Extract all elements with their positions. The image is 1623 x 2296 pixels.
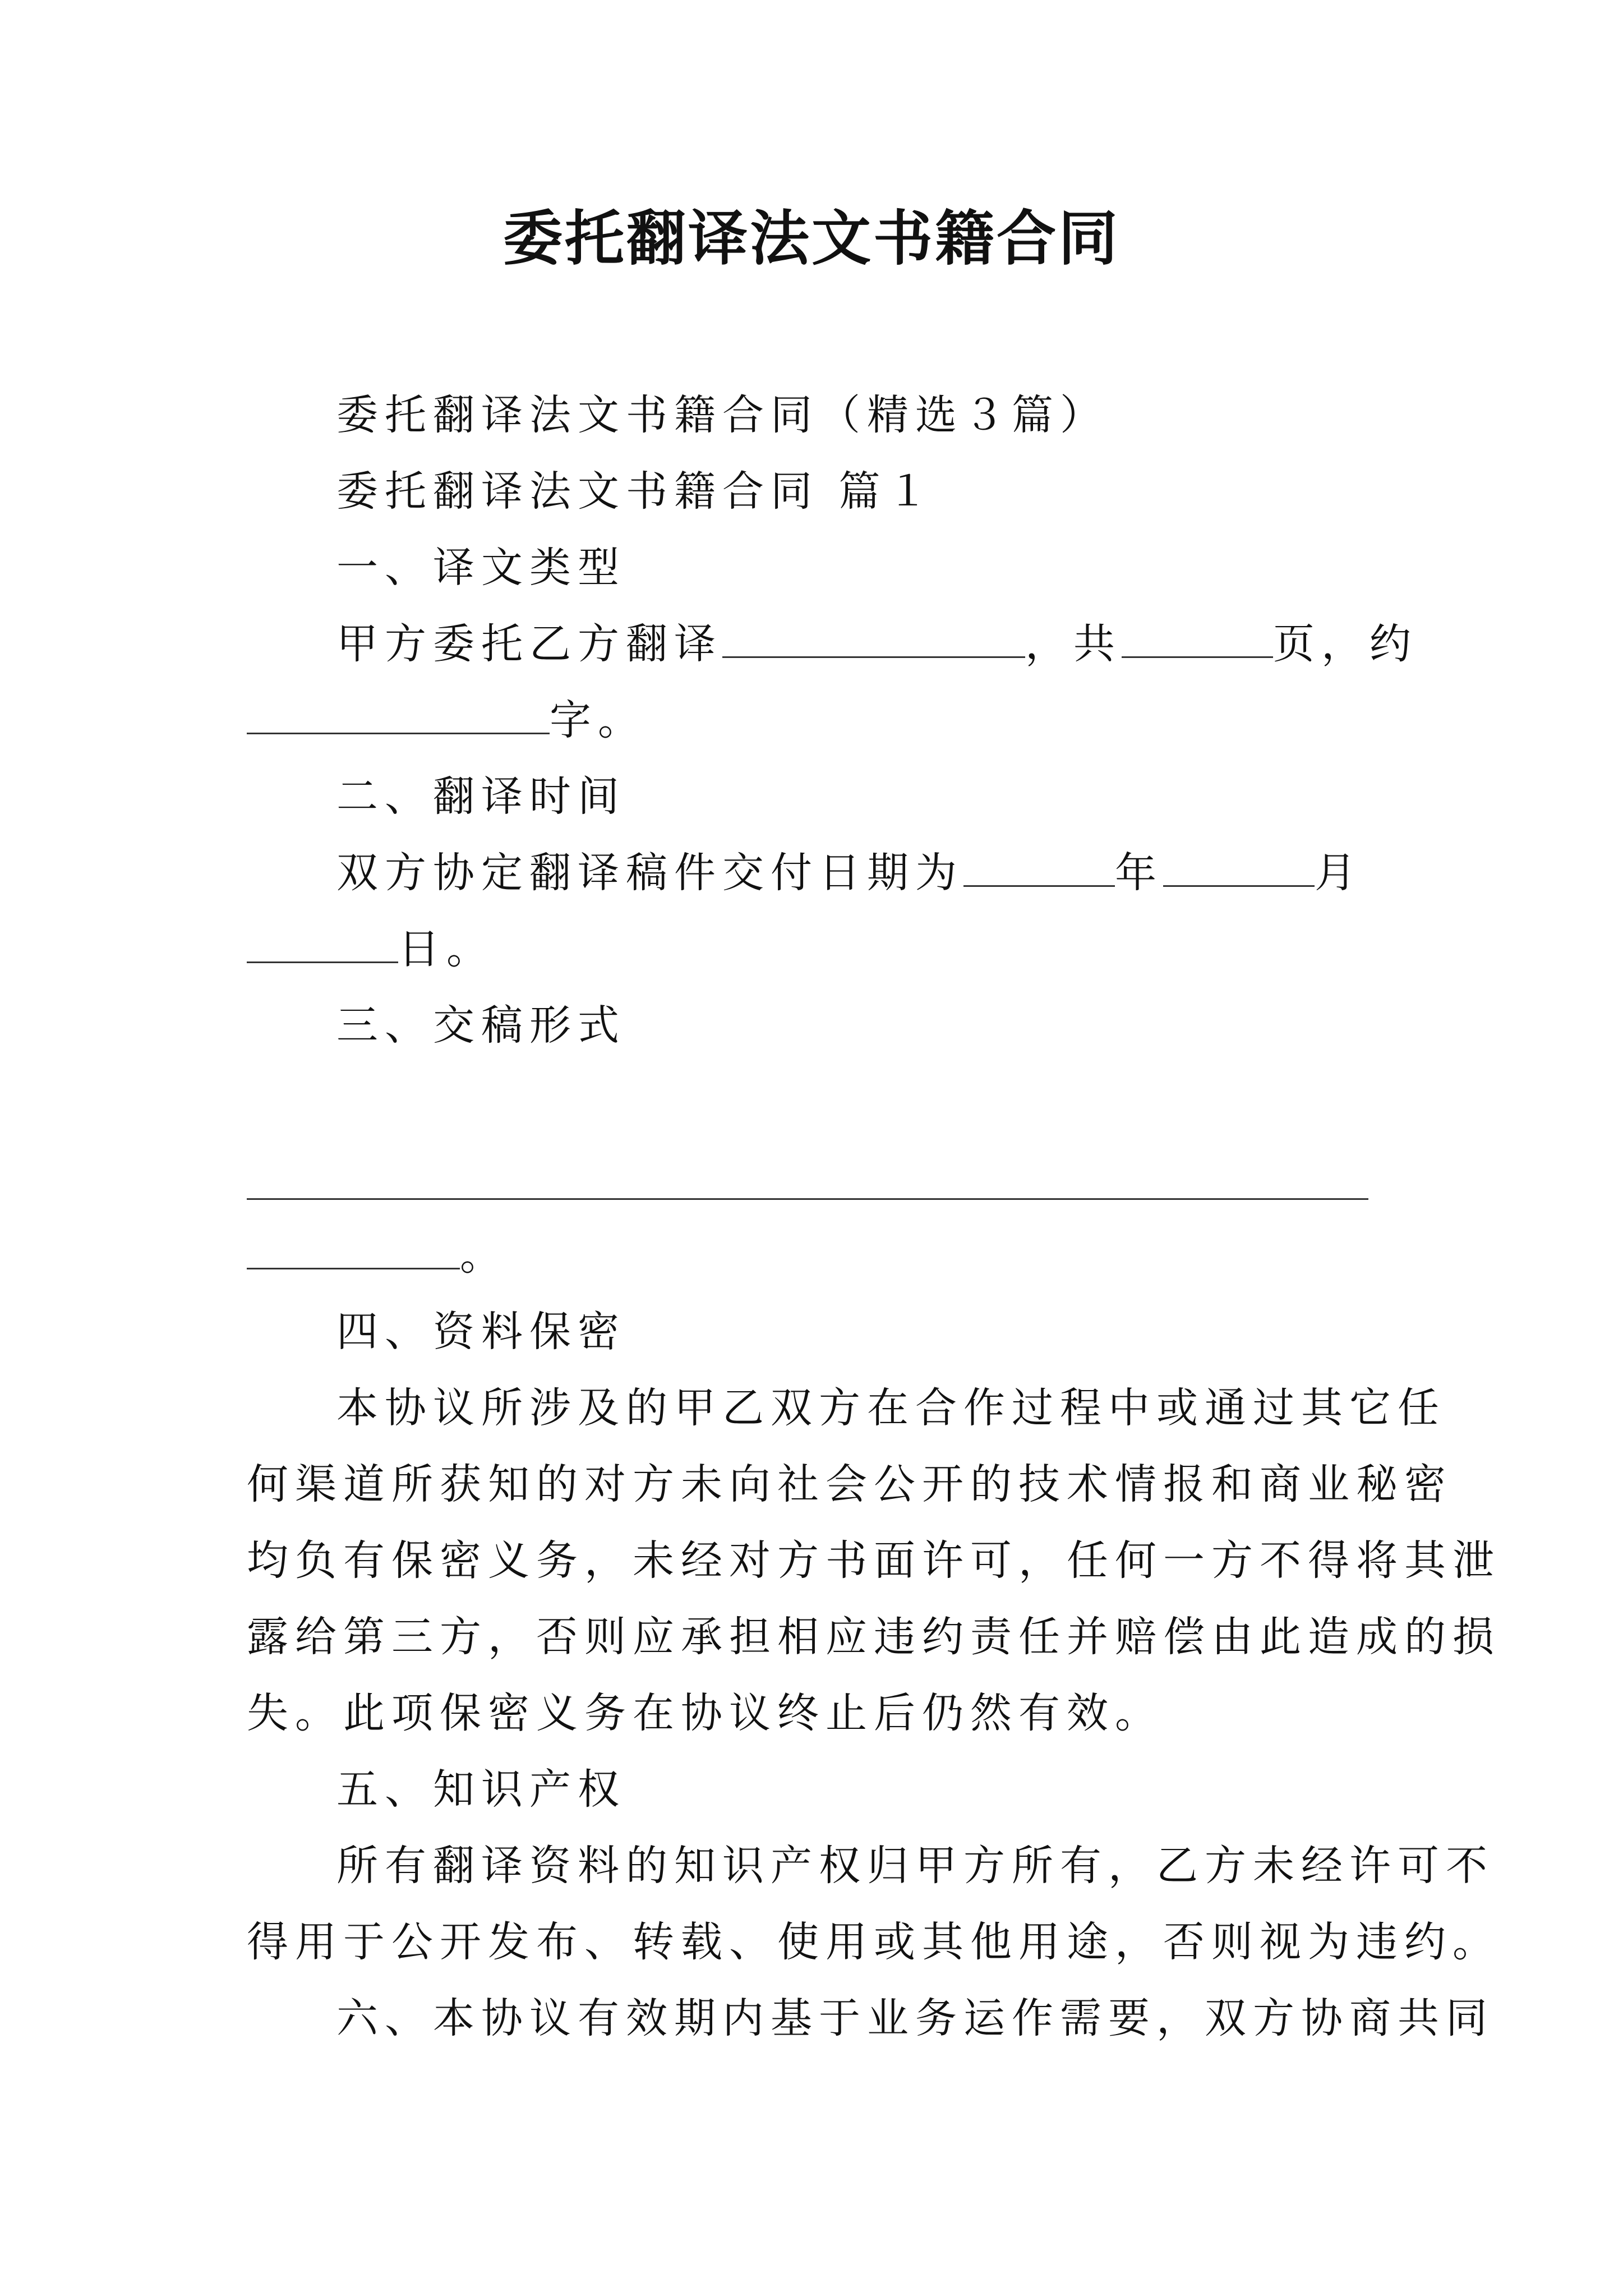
document-subtitle: 委托翻译法文书籍合同（精选３篇） xyxy=(336,391,1108,439)
section-2-text-a: 双方协定翻译稿件交付日期为 xyxy=(336,849,963,897)
section-2-heading: 二、翻译时间 xyxy=(336,772,626,821)
section-2-text-b: 年 xyxy=(1115,849,1163,897)
section-3-text-end: 。 xyxy=(460,1231,508,1280)
document-title: 委托翻译法文书籍合同 xyxy=(503,203,1120,273)
section-1-heading: 一、译文类型 xyxy=(336,544,626,592)
section-4-paragraph-line: 本协议所涉及的甲乙双方在合作过程中或通过其它任 xyxy=(336,1384,1446,1432)
section-6-line: 六、本协议有效期内基于业务运作需要，双方协商共同 xyxy=(336,1994,1494,2042)
section-1-text xyxy=(336,616,1418,672)
section-1-text-d: 字。 xyxy=(550,696,646,744)
section-1-text-c: 页，约 xyxy=(1273,620,1418,668)
section-2-text-d: 日。 xyxy=(398,925,495,973)
section-4-paragraph-line: 何渠道所获知的对方未向社会公开的技术情报和商业秘密 xyxy=(247,1460,1453,1508)
section-4-paragraph-line: 均负有保密义务，未经对方书面许可，任何一方不得将其泄 xyxy=(247,1536,1501,1585)
section-4-paragraph-line: 露给第三方，否则应承担相应违约责任并赔偿由此造成的损 xyxy=(247,1613,1501,1661)
part-heading: 委托翻译法文书籍合同 篇１ xyxy=(336,467,935,516)
blank-translation-item[interactable] xyxy=(722,622,1025,658)
section-2-text xyxy=(336,845,1363,901)
section-3-text-cont xyxy=(247,1227,508,1283)
section-4-paragraph-line: 失。此项保密义务在协议终止后仍然有效。 xyxy=(247,1689,1163,1737)
section-4-heading: 四、资料保密 xyxy=(336,1308,626,1356)
section-3-heading: 三、交稿形式 xyxy=(336,1001,626,1050)
blank-month[interactable] xyxy=(1163,850,1315,887)
blank-page-count[interactable] xyxy=(1122,622,1273,658)
section-2-text-cont xyxy=(247,921,495,977)
section-5-paragraph-line: 得用于公开发布、转载、使用或其他用途，否则视为违约。 xyxy=(247,1918,1501,1966)
blank-word-count[interactable] xyxy=(247,698,550,734)
blank-delivery-form-end[interactable] xyxy=(247,1233,460,1269)
section-1-text-b: ，共 xyxy=(1025,620,1122,668)
section-5-paragraph-line: 所有翻译资料的知识产权归甲方所有，乙方未经许可不 xyxy=(336,1842,1494,1890)
blank-year[interactable] xyxy=(963,850,1115,887)
section-2-text-c: 月 xyxy=(1315,849,1363,897)
section-1-text-a: 甲方委托乙方翻译 xyxy=(336,620,722,668)
section-1-text-cont xyxy=(247,692,646,748)
blank-delivery-form-line[interactable] xyxy=(247,1198,1368,1200)
blank-day[interactable] xyxy=(247,927,398,963)
section-5-heading: 五、知识产权 xyxy=(336,1765,626,1814)
